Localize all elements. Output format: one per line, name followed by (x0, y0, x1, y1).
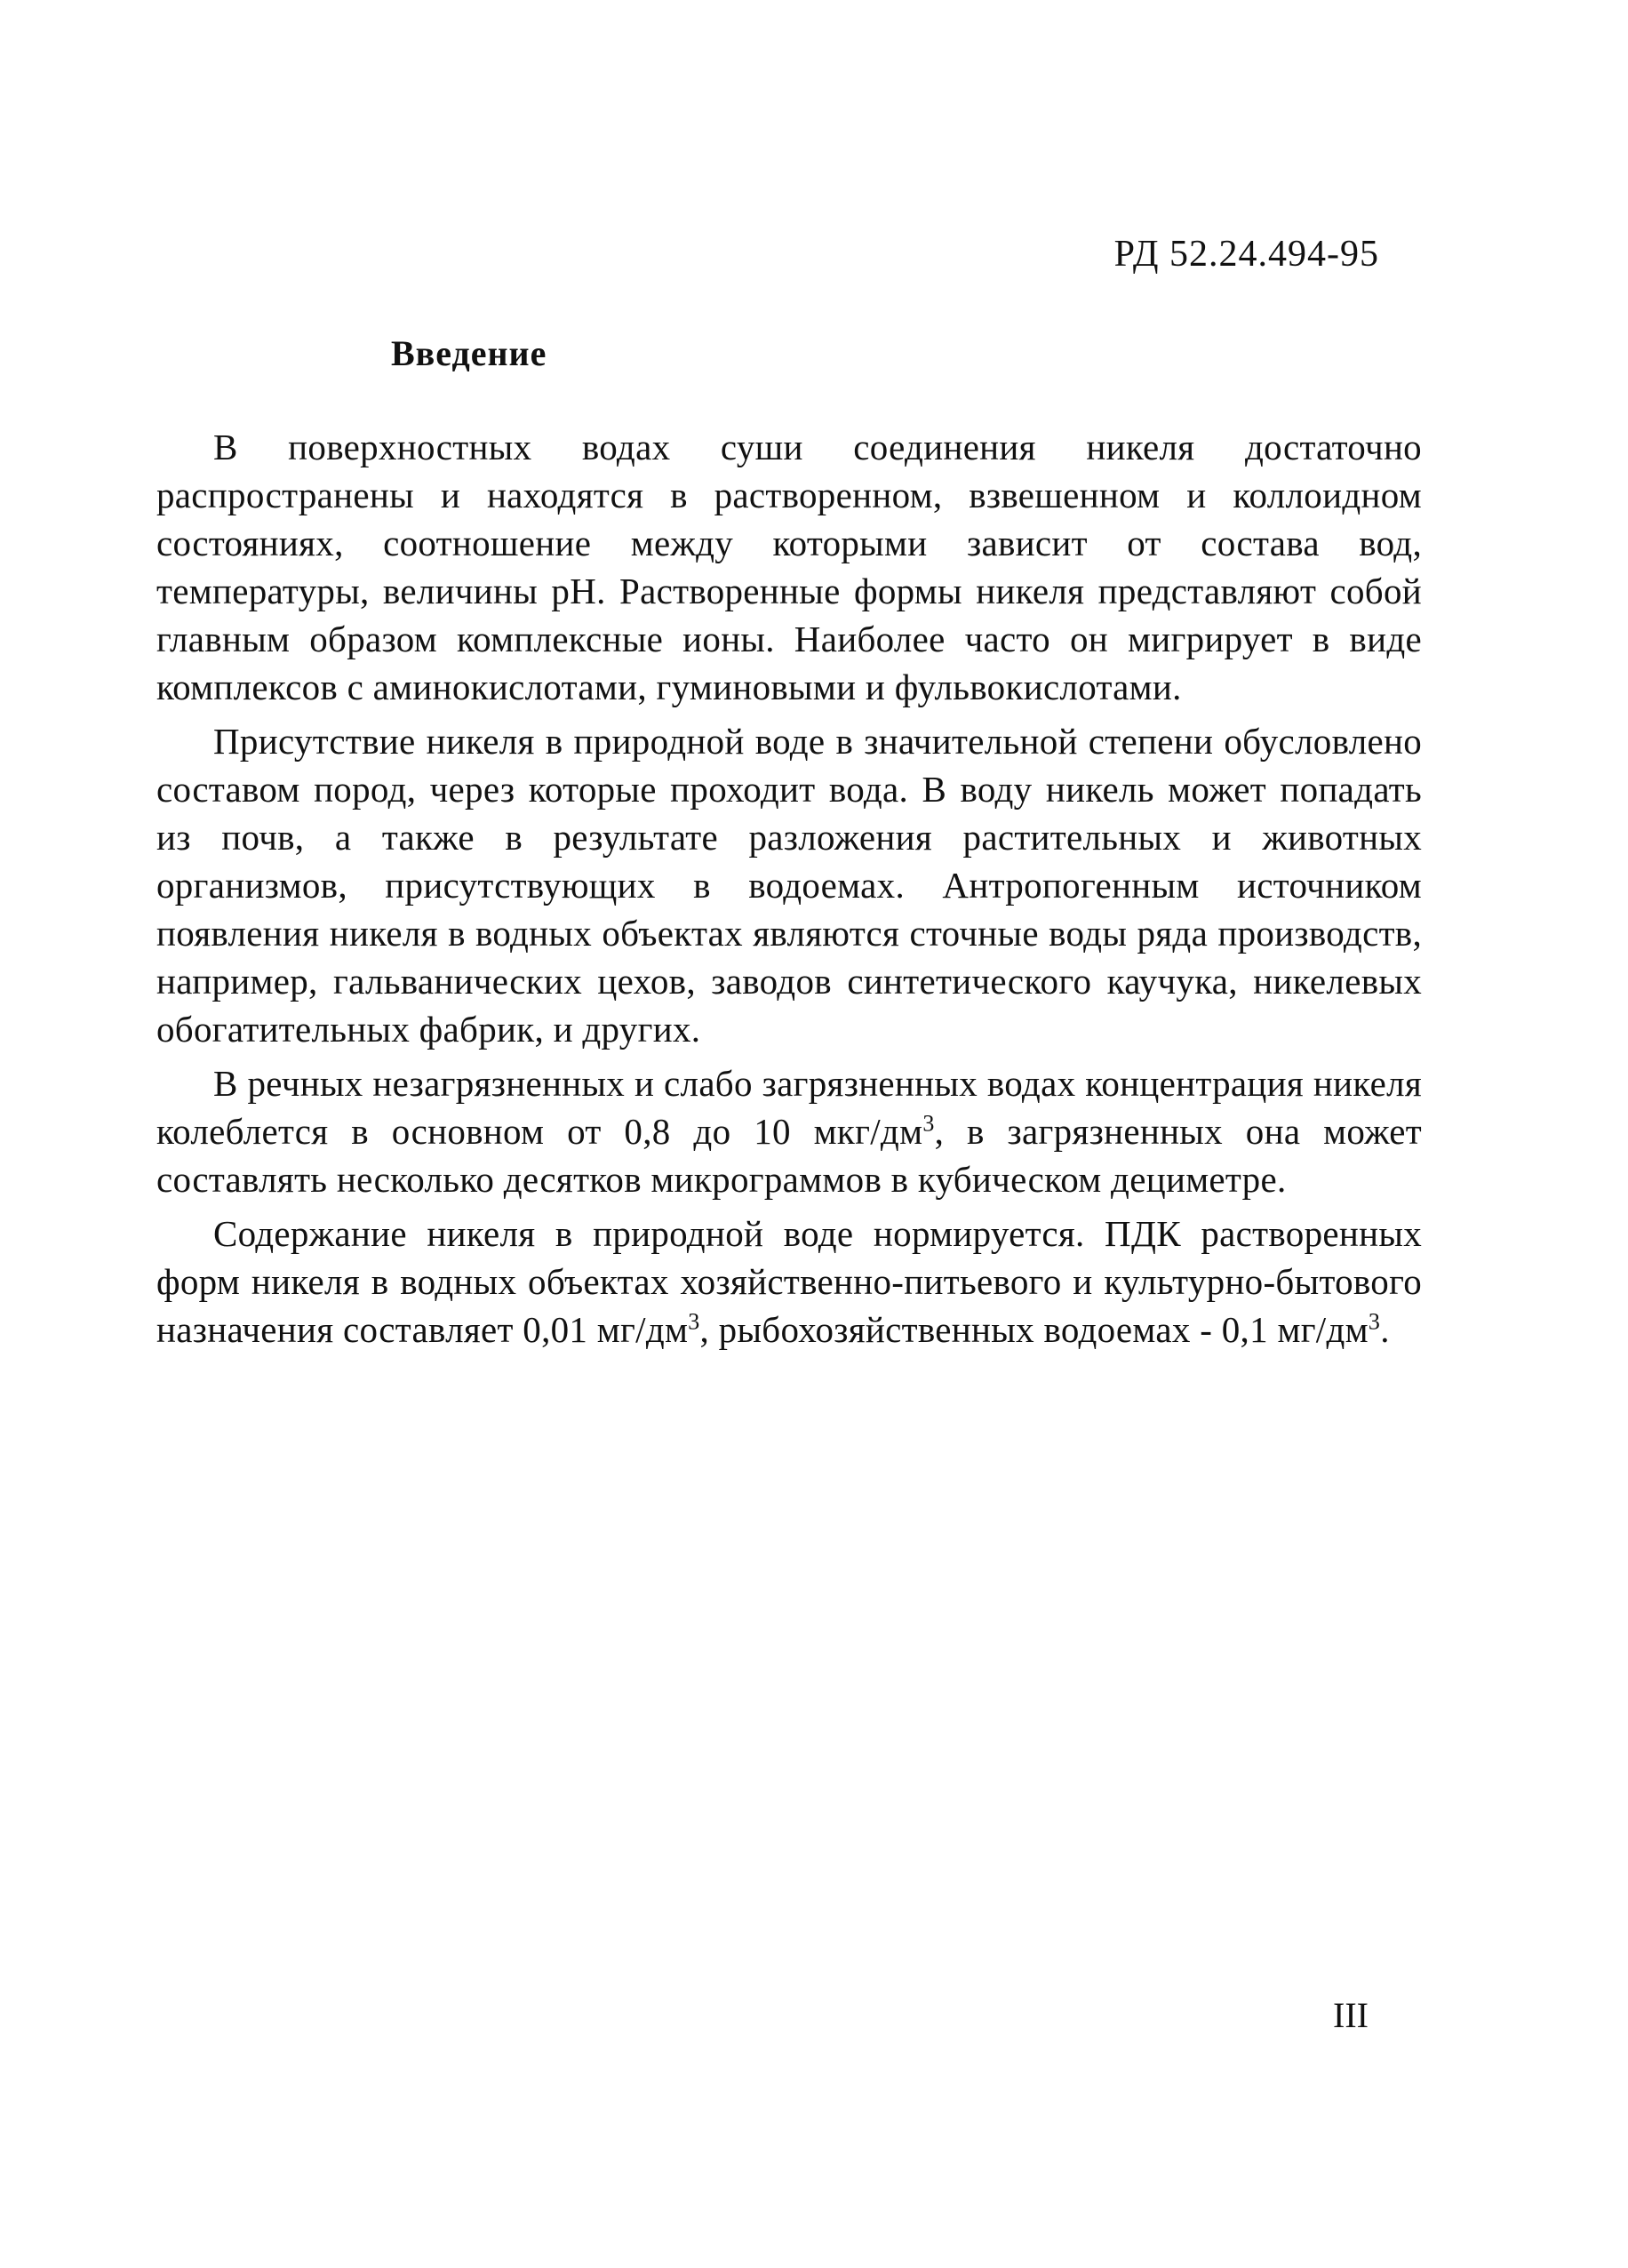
paragraph-3 (156, 1059, 1422, 1203)
superscript-cubic: 3 (1368, 1308, 1381, 1335)
paragraph-3-text-before: В речных незагрязненных и слабо загрязненных водах концентрация никеля колеблется в основном от 0,8 до 10 мкг/дм (156, 1063, 1422, 1152)
paragraph-1: В поверхностных водах суши соединения никеля достаточно распространены и находятся в растворенном, взвешенном и коллоидном состояниях, соотношение между которыми зависит от состава вод, температуры, величины pH. Растворенные формы никеля представляют собой главным образом комплексные ионы. Наиболее часто он мигрирует в виде комплексов с аминокислотами, гуминовыми и фульвокислотами. (156, 427, 1422, 707)
paragraph-4-text-after: . (1380, 1309, 1390, 1350)
paragraph-3-text-after: , в загрязненных она может составлять несколько десятков микрограммов в кубическом дециметре. (156, 1111, 1422, 1200)
superscript-cubic: 3 (688, 1308, 700, 1335)
paragraph-4-text-before: Содержание никеля в природной воде нормируется. ПДК растворенных форм никеля в водных объектах хозяйственно-питьевого и культурно-бытового назначения составляет 0,01 мг/дм (156, 1213, 1422, 1350)
section-title: Введение (391, 333, 547, 373)
paragraph-4-text-middle: , рыбохозяйственных водоемах - 0,1 мг/дм (699, 1309, 1369, 1350)
body-text (156, 423, 1422, 1354)
document-code: РД 52.24.494-95 (1113, 234, 1379, 275)
paragraph-2: Присутствие никеля в природной воде в значительной степени обусловлено составом пород, через которые проходит вода. В воду никель может попадать из почв, а также в результате разложения растительных и животных организмов, присутствующих в водоемах. Антропогенным источником появления никеля в водных объектах являются сточные воды ряда производств, например, гальванических цехов, заводов синтетического каучука, никелевых обогатительных фабрик, и других. (156, 721, 1422, 1050)
paragraph-4 (156, 1210, 1422, 1354)
page-number: III (1333, 1995, 1369, 2035)
superscript-cubic: 3 (922, 1110, 935, 1137)
